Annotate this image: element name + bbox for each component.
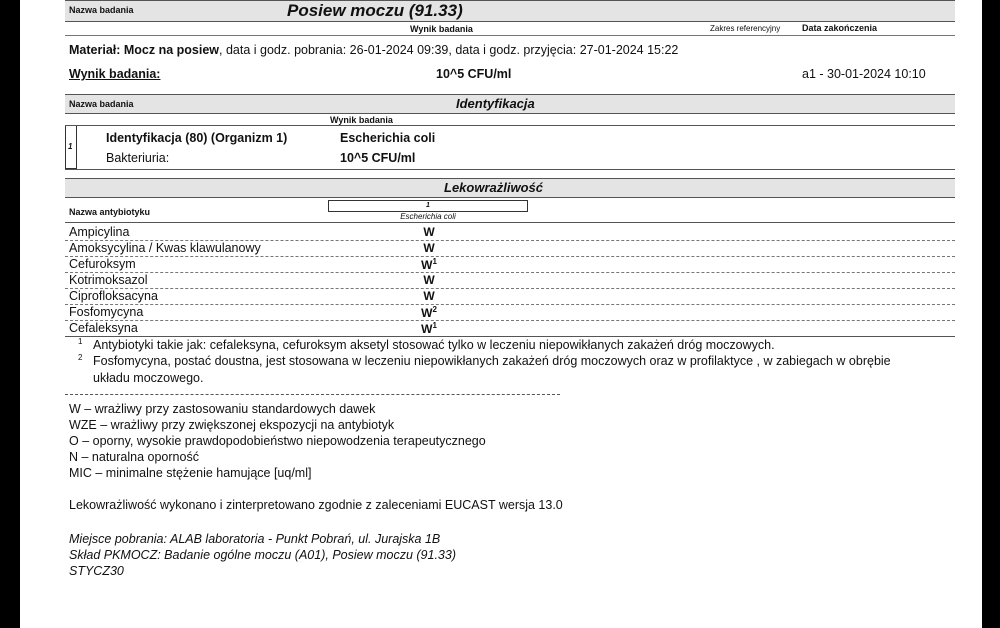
- identification-divider: [65, 169, 955, 170]
- antibiotic-name: Amoksycylina / Kwas klawulanowy: [69, 241, 261, 255]
- table-bottom-divider: [65, 336, 955, 337]
- antibiotic-name: Ampicylina: [69, 225, 130, 239]
- antibiotic-name: Ciprofloksacyna: [69, 289, 158, 303]
- result-value: 10^5 CFU/ml: [436, 67, 512, 81]
- footnote-mark: 1: [432, 321, 437, 330]
- material-dates: , data i godz. pobrania: 26-01-2024 09:39, data i godz. przyjęcia: 27-01-2024 15:22: [219, 43, 679, 57]
- header2-label: Nazwa badania: [69, 99, 134, 109]
- legend-item: MIC – minimalne stężenie hamujące [uq/ml]: [69, 466, 312, 480]
- col-date-header: Data zakończenia: [802, 23, 878, 33]
- legend-separator: [65, 394, 560, 395]
- antibiotic-result: W: [423, 273, 435, 287]
- header2-divider: [65, 125, 955, 126]
- antibiotic-result: $W^1$: [421, 257, 437, 272]
- footnote-1-text: Antybiotyki takie jak: cefaleksyna, cefuroksym aksetyl stosować tylko w leczeniu niepowikłanych zakażeń dróg moczowych.: [93, 338, 775, 352]
- col-ref-header: Zakres referencyjny: [710, 24, 781, 33]
- footnote-2-text-cont: układu moczowego.: [93, 371, 204, 385]
- code-line: STYCZ30: [69, 564, 124, 578]
- antibiotic-name: Cefuroksym: [69, 257, 136, 271]
- row-divider: [65, 288, 955, 289]
- susceptibility-divider: [65, 222, 955, 223]
- identification-title: Identyfikacja: [456, 96, 535, 111]
- row-divider: [65, 272, 955, 273]
- collection-place: Miejsce pobrania: ALAB laboratoria - Punkt Pobrań, ul. Jurajska 1B: [69, 532, 441, 546]
- bacteriuria-value: 10^5 CFU/ml: [340, 151, 416, 165]
- legend-item: N – naturalna oporność: [69, 450, 199, 464]
- antibiotic-name: Kotrimoksazol: [69, 273, 148, 287]
- header-bar-posiew: [65, 0, 955, 22]
- row-divider: [65, 304, 955, 305]
- antibiotic-name: Fosfomycyna: [69, 305, 144, 319]
- organism-name: Escherichia coli: [340, 131, 436, 145]
- footnote-2-mark: 2: [78, 353, 83, 362]
- identification-index-box: [65, 126, 77, 169]
- eucast-note: Lekowrażliwość wykonano i zinterpretowano zgodnie z zaleceniami EUCAST wersja 13.0: [69, 498, 563, 512]
- footnote-1-mark: 1: [78, 337, 83, 346]
- row-divider: [65, 256, 955, 257]
- organism-column-name: Escherichia coli: [400, 212, 456, 221]
- footnote-2-text: Fosfomycyna, postać doustna, jest stosowana w leczeniu niepowikłanych zakażeń dróg moczowych oraz w profilaktyce , w zabiegach w obrębie: [93, 354, 891, 368]
- col-result-header: Wynik badania: [410, 24, 473, 34]
- antibiotic-result: $W^1$: [421, 321, 437, 336]
- organism-column-box: 1: [328, 200, 528, 212]
- antibiotic-result: W: [423, 289, 435, 303]
- row-divider: [65, 320, 955, 321]
- legend-item: WZE – wrażliwy przy zwiększonej ekspozycji na antybiotyk: [69, 418, 395, 432]
- antibiotic-result: W: [423, 241, 435, 255]
- result-label: Wynik badania:: [69, 67, 161, 81]
- bacteriuria-label: Bakteriuria:: [106, 151, 170, 165]
- antibiotic-result: W: [423, 225, 435, 239]
- footnote-mark: 2: [432, 305, 437, 314]
- identification-name: Identyfikacja (80) (Organizm 1): [106, 131, 288, 145]
- header-divider: [65, 35, 955, 36]
- susceptibility-title: Lekowrażliwość: [444, 180, 543, 195]
- header-label: Nazwa badania: [69, 5, 134, 15]
- identification-index: 1: [68, 142, 73, 151]
- antibiotic-result: $W^2$: [421, 305, 437, 320]
- test-title: Posiew moczu (91.33): [287, 1, 463, 20]
- legend-item: O – oporny, wysokie prawdopodobieństwo niepowodzenia terapeutycznego: [69, 434, 486, 448]
- result-date: a1 - 30-01-2024 10:10: [802, 67, 926, 81]
- report-page: [20, 0, 982, 628]
- panel-composition: Skład PKMOCZ: Badanie ogólne moczu (A01), Posiew moczu (91.33): [69, 548, 456, 562]
- antibiotic-name: Cefaleksyna: [69, 321, 138, 335]
- col-antibiotic-header: Nazwa antybiotyku: [69, 207, 151, 217]
- footnote-mark: 1: [432, 257, 437, 266]
- material-line: [69, 43, 678, 57]
- legend-item: W – wrażliwy przy zastosowaniu standardowych dawek: [69, 402, 376, 416]
- material-label: Materiał: Mocz na posiew: [69, 43, 220, 57]
- col-result-header-2: Wynik badania: [330, 115, 393, 125]
